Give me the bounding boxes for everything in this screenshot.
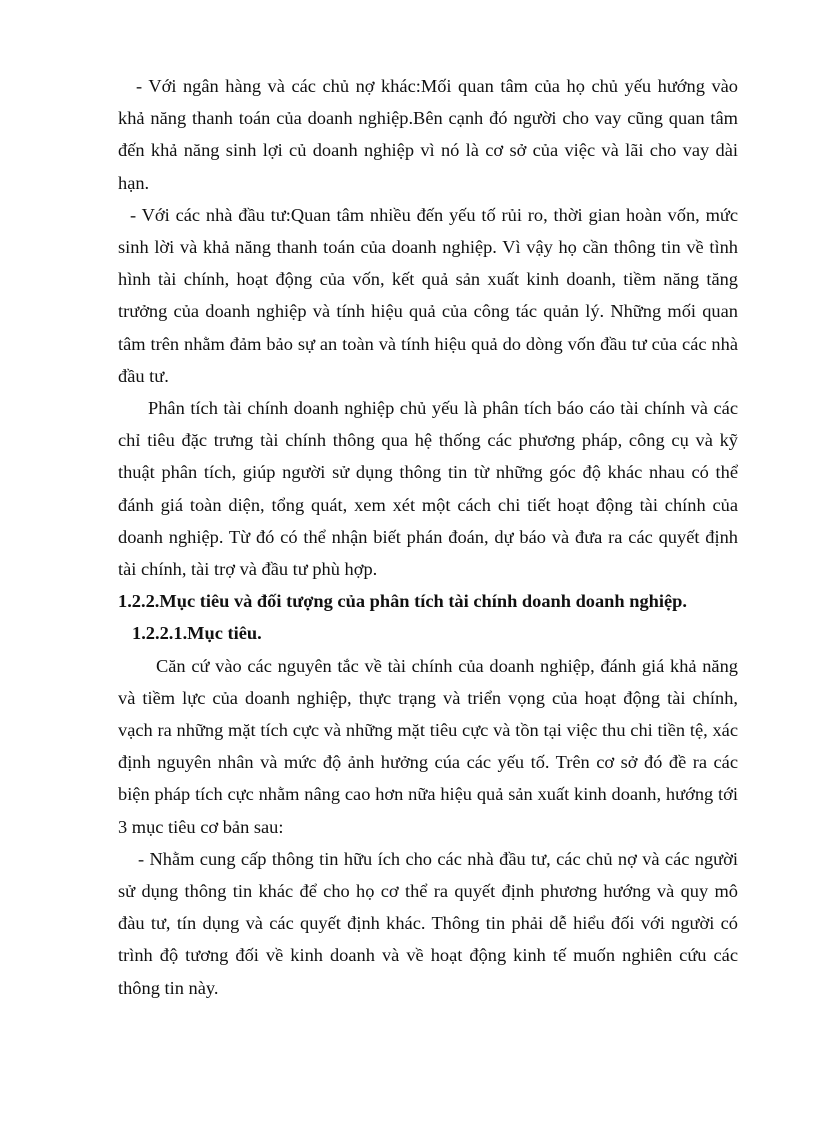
section-heading: 1.2.2.Mục tiêu và đối tượng của phân tích tài chính doanh doanh nghiệp. (118, 591, 687, 612)
paragraph-financial-analysis: Phân tích tài chính doanh nghiệp chủ yếu là phân tích báo cáo tài chính và các chỉ tiêu đặc trưng tài chính thông qua hệ thống các phương pháp, công cụ và kỹ thuật phân tích, giúp người sử dụng thông tin từ những góc độ khác nhau có thể đánh giá toàn diện, tổng quát, xem xét một cách chi tiết hoạt động tài chính của doanh nghiệp. Từ đó có thể nhận biết phán đoán, dự báo và đưa ra các quyết định tài chính, tài trợ và đầu tư phù hợp. (118, 398, 738, 580)
paragraph-objectives: Căn cứ vào các nguyên tắc về tài chính của doanh nghiệp, đánh giá khả năng và tiềm lực của doanh nghiệp, thực trạng và triển vọng của hoạt động tài chính, vạch ra những mặt tích cực và những mặt tiêu cực và tồn tại việc thu chi tiền tệ, xác định nguyên nhân và mức độ ảnh hưởng cúa các yếu tố. Trên cơ sở đó đề ra các biện pháp tích cực nhằm nâng cao hơn nữa hiệu quả sản xuất kinh doanh, hướng tới 3 mục tiêu cơ bản sau: (118, 655, 738, 837)
paragraph-creditors: - Với ngân hàng và các chủ nợ khác:Mối quan tâm của họ chủ yếu hướng vào khả năng thanh toán của doanh nghiệp.Bên cạnh đó người cho vay cũng quan tâm đến khả năng sinh lợi củ doanh nghiệp vì nó là cơ sở của việc và lãi cho vay dài hạn. (118, 76, 738, 193)
subsection-heading: 1.2.2.1.Mục tiêu. (132, 623, 262, 644)
document-page (118, 70, 738, 1004)
paragraph-objective-1: - Nhằm cung cấp thông tin hữu ích cho các nhà đầu tư, các chủ nợ và các người sử dụng thông tin khác để cho họ cơ thể ra quyết định phương hướng và quy mô đàu tư, tín dụng và các quyết định khác. Thông tin phải dễ hiểu đối với người có trình độ tương đối về kinh doanh và về hoạt động kinh tế muốn nghiên cứu các thông tin này. (118, 848, 738, 998)
paragraph-investors: - Với các nhà đầu tư:Quan tâm nhiều đến yếu tố rủi ro, thời gian hoàn vốn, mức sinh lời và khả năng thanh toán của doanh nghiệp. Vì vậy họ cần thông tin về tình hình tài chính, hoạt động của vốn, kết quả sản xuất kinh doanh, tiềm năng tăng trưởng của doanh nghiệp và tính hiệu quả của công tác quản lý. Những mối quan tâm trên nhằm đảm bảo sự an toàn và tính hiệu quả do dòng vốn đầu tư của các nhà đầu tư. (118, 204, 738, 386)
